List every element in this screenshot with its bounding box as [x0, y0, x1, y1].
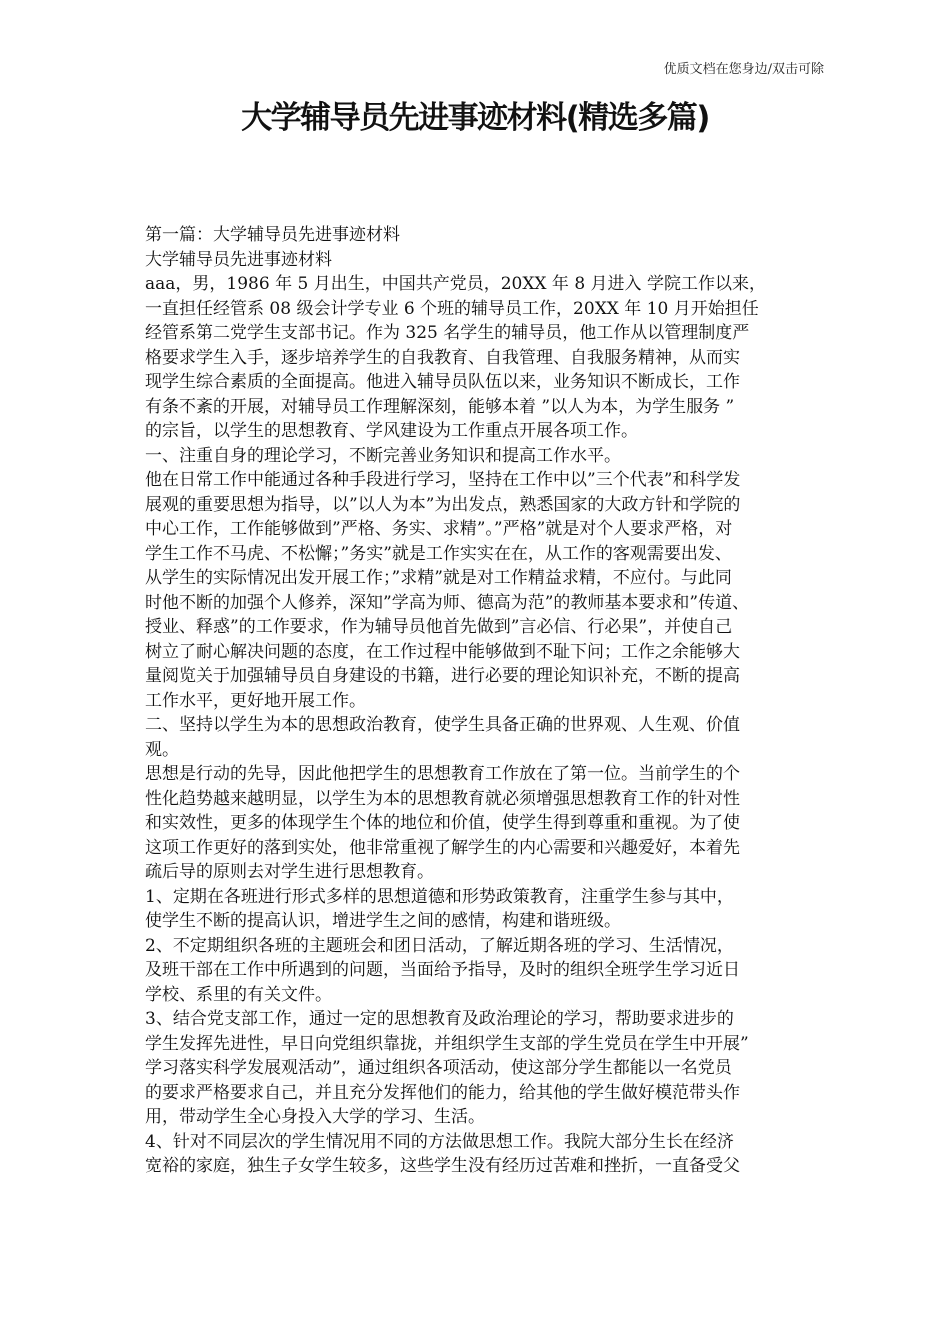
body-line: 他在日常工作中能通过各种手段进行学习，坚持在工作中以”三个代表”和科学发 [145, 470, 741, 490]
body-line: 工作水平，更好地开展工作。 [145, 690, 366, 711]
body-line: 展观的重要思想为指导，以”以人为本”为出发点，熟悉国家的大政方针和学院的 [145, 494, 741, 515]
body-line: 二、坚持以学生为本的思想政治教育，使学生具备正确的世界观、人生观、价值 [145, 715, 740, 735]
body-line: 学校、系里的有关文件。 [145, 984, 332, 1005]
body-line: 性化趋势越来越明显，以学生为本的思想教育就必须增强思想教育工作的针对性 [145, 788, 740, 809]
body-line: 1、定期在各班进行形式多样的思想道德和形势政策教育，注重学生参与其中， [145, 886, 734, 907]
body-line: 使学生不断的提高认识，增进学生之间的感情，构建和谐班级。 [145, 911, 621, 931]
body-line: 量阅览关于加强辅导员自身建设的书籍，进行必要的理论知识补充，不断的提高 [145, 666, 740, 686]
body-line: 学习落实科学发展观活动”，通过组织各项活动，使这部分学生都能以一名党员 [145, 1058, 732, 1078]
body-line: 及班干部在工作中所遇到的问题，当面给予指导，及时的组织全班学生学习近日 [145, 960, 740, 980]
body-line: 中心工作，工作能够做到”严格、务实、求精”。”严格”就是对个人要求严格，对 [145, 519, 733, 539]
body-line: 3、结合党支部工作，通过一定的思想教育及政治理论的学习，帮助要求进步的 [145, 1009, 734, 1029]
body-line: 现学生综合素质的全面提高。他进入辅导员队伍以来，业务知识不断成长，工作 [145, 372, 740, 392]
body-line: 宽裕的家庭，独生子女学生较多，这些学生没有经历过苦难和挫折，一直备受父 [145, 1156, 740, 1176]
body-line: 格要求学生入手，逐步培养学生的自我教育、自我管理、自我服务精神，从而实 [145, 347, 740, 368]
document-body [145, 223, 815, 1179]
body-line: 4、针对不同层次的学生情况用不同的方法做思想工作。我院大部分生长在经济 [145, 1131, 734, 1152]
body-line: 观。 [145, 739, 179, 760]
body-line: 时他不断的加强个人修养，深知”学高为师、德高为范”的教师基本要求和”传道、 [145, 592, 750, 613]
body-line: 一直担任经管系 08 级会计学专业 6 个班的辅导员工作，20XX 年 10 月开始担任 [145, 298, 759, 319]
body-line: 学生发挥先进性，早日向党组织靠拢，并组织学生支部的学生党员在学生中开展” [145, 1033, 749, 1054]
body-line: aaa，男，1986 年 5 月出生，中国共产党员，20XX 年 8 月进入 学院工作以来， [145, 274, 766, 294]
body-line: 疏后导的原则去对学生进行思想教育。 [145, 862, 434, 882]
body-line: 和实效性，更多的体现学生个体的地位和价值，使学生得到尊重和重视。为了使 [145, 813, 740, 833]
body-line: 经管系第二党学生支部书记。作为 325 名学生的辅导员，他工作从以管理制度严 [145, 323, 750, 343]
body-line: 2、不定期组织各班的主题班会和团日活动，了解近期各班的学习、生活情况， [145, 935, 734, 956]
body-line: 这项工作更好的落到实处，他非常重视了解学生的内心需要和兴趣爱好，本着先 [145, 837, 740, 858]
body-line: 思想是行动的先导，因此他把学生的思想教育工作放在了第一位。当前学生的个 [145, 764, 740, 784]
body-line: 一、注重自身的理论学习，不断完善业务知识和提高工作水平。 [145, 445, 621, 466]
body-line: 学生工作不马虎、不松懈；”务实”就是工作实实在在，从工作的客观需要出发、 [145, 543, 732, 564]
body-line: 授业、释惑”的工作要求，作为辅导员他首先做到”言必信、行必果”，并使自己 [145, 617, 733, 637]
body-line: 第一篇：大学辅导员先进事迹材料 [145, 225, 400, 245]
body-line: 大学辅导员先进事迹材料 [145, 249, 332, 270]
body-line: 用，带动学生全心身投入大学的学习、生活。 [145, 1107, 485, 1127]
body-line: 的要求严格要求自己，并且充分发挥他们的能力，给其他的学生做好模范带头作 [145, 1082, 740, 1103]
body-line: 树立了耐心解决问题的态度，在工作过程中能够做到不耻下问；工作之余能够大 [145, 641, 740, 662]
body-line: 的宗旨，以学生的思想教育、学风建设为工作重点开展各项工作。 [145, 421, 638, 441]
document-title: 大学辅导员先进事迹材料(精选多篇) [241, 100, 709, 136]
body-line: 从学生的实际情况出发开展工作；”求精”就是对工作精益求精，不应付。与此同 [145, 568, 732, 588]
body-line: 有条不紊的开展，对辅导员工作理解深刻，能够本着 ”以人为本，为学生服务 ” [145, 396, 735, 417]
header-note: 优质文档在您身边/双击可除 [663, 62, 824, 77]
